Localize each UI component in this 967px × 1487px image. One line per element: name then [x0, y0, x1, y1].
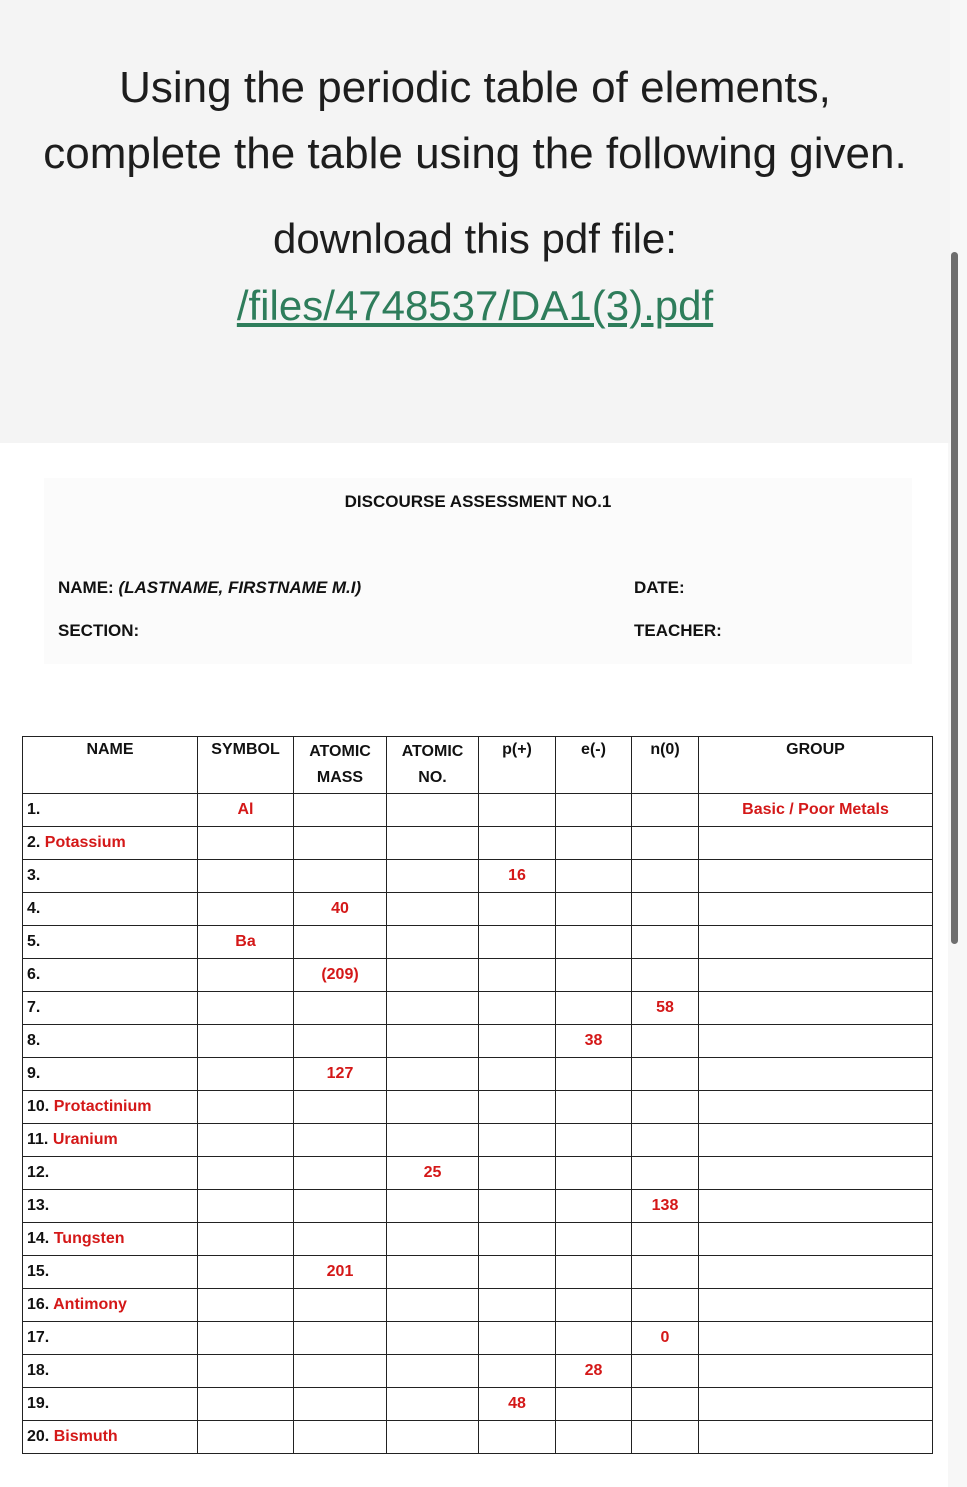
row-number: 14. [27, 1230, 50, 1247]
document-title: DISCOURSE ASSESSMENT NO.1 [344, 492, 612, 511]
symbol-cell[interactable] [198, 1355, 294, 1388]
atomic-mass-cell[interactable] [294, 992, 387, 1025]
name-cell[interactable] [23, 959, 198, 992]
neutrons-cell[interactable]: 58 [632, 992, 699, 1025]
table-row [23, 992, 933, 1025]
atomic-mass-cell[interactable]: (209) [294, 959, 387, 992]
name-cell[interactable] [23, 1256, 198, 1289]
header-symbol: SYMBOL [198, 737, 294, 794]
atomic-number-cell[interactable] [387, 1388, 479, 1421]
group-cell[interactable] [699, 1421, 933, 1454]
neutrons-cell[interactable] [632, 1025, 699, 1058]
group-cell[interactable] [699, 827, 933, 860]
row-number: 6. [27, 966, 41, 983]
prompt-line-2: complete the table using the following given. [43, 129, 907, 178]
group-cell[interactable]: Basic / Poor Metals [699, 794, 933, 827]
electrons-cell[interactable] [556, 893, 632, 926]
row-number: 8. [27, 1032, 41, 1049]
table-row [23, 1223, 933, 1256]
symbol-cell[interactable] [198, 1124, 294, 1157]
elements-table [22, 736, 933, 1454]
group-cell[interactable] [699, 926, 933, 959]
row-number: 20. [27, 1428, 50, 1445]
protons-cell[interactable] [479, 959, 556, 992]
group-cell[interactable] [699, 1355, 933, 1388]
neutrons-cell[interactable] [632, 1256, 699, 1289]
group-cell[interactable] [699, 860, 933, 893]
atomic-number-cell[interactable] [387, 1322, 479, 1355]
atomic-mass-cell[interactable] [294, 827, 387, 860]
atomic-number-cell[interactable] [387, 860, 479, 893]
atomic-mass-cell[interactable] [294, 1289, 387, 1322]
protons-cell[interactable] [479, 1256, 556, 1289]
name-cell[interactable] [23, 1124, 198, 1157]
electrons-cell[interactable] [556, 926, 632, 959]
protons-cell[interactable] [479, 1223, 556, 1256]
scrollbar-thumb[interactable] [951, 252, 958, 944]
atomic-mass-cell[interactable] [294, 1421, 387, 1454]
neutrons-cell[interactable] [632, 1289, 699, 1322]
neutrons-cell[interactable] [632, 827, 699, 860]
symbol-cell[interactable] [198, 959, 294, 992]
row-number: 12. [27, 1164, 50, 1181]
atomic-mass-cell[interactable] [294, 860, 387, 893]
electrons-cell[interactable] [556, 860, 632, 893]
protons-cell[interactable] [479, 1157, 556, 1190]
row-number: 18. [27, 1362, 50, 1379]
protons-cell[interactable] [479, 1091, 556, 1124]
symbol-cell[interactable] [198, 1388, 294, 1421]
neutrons-cell[interactable] [632, 1124, 699, 1157]
protons-cell[interactable] [479, 1025, 556, 1058]
neutrons-cell[interactable] [632, 1223, 699, 1256]
row-number: 2. [27, 834, 41, 851]
name-hint: (LASTNAME, FIRSTNAME M.I) [118, 578, 362, 597]
atomic-mass-cell[interactable] [294, 1025, 387, 1058]
electrons-cell[interactable] [556, 1388, 632, 1421]
group-cell[interactable] [699, 1289, 933, 1322]
document-header [44, 478, 912, 664]
name-cell[interactable] [23, 992, 198, 1025]
element-name: Potassium [44, 834, 126, 851]
neutrons-cell[interactable] [632, 959, 699, 992]
protons-cell[interactable]: 16 [479, 860, 556, 893]
table-row [23, 893, 933, 926]
atomic-mass-cell[interactable]: 127 [294, 1058, 387, 1091]
header-electrons: e(-) [556, 737, 632, 794]
symbol-cell[interactable]: Al [198, 794, 294, 827]
name-cell[interactable] [23, 860, 198, 893]
protons-cell[interactable] [479, 1421, 556, 1454]
element-name: Antimony [53, 1296, 127, 1313]
header-neutrons: n(0) [632, 737, 699, 794]
protons-cell[interactable] [479, 1124, 556, 1157]
name-cell[interactable] [23, 1025, 198, 1058]
name-cell[interactable] [23, 1289, 198, 1322]
group-cell[interactable] [699, 1322, 933, 1355]
symbol-cell[interactable] [198, 1421, 294, 1454]
table-row [23, 1388, 933, 1421]
atomic-number-cell[interactable] [387, 992, 479, 1025]
protons-cell[interactable] [479, 926, 556, 959]
header-protons: p(+) [479, 737, 556, 794]
table-row [23, 1355, 933, 1388]
name-cell[interactable] [23, 1223, 198, 1256]
atomic-number-cell[interactable] [387, 1025, 479, 1058]
electrons-cell[interactable] [556, 1124, 632, 1157]
row-number: 9. [27, 1065, 41, 1082]
table-row [23, 860, 933, 893]
protons-cell[interactable] [479, 893, 556, 926]
atomic-number-cell[interactable] [387, 1124, 479, 1157]
atomic-number-cell[interactable] [387, 926, 479, 959]
electrons-cell[interactable] [556, 1157, 632, 1190]
name-cell[interactable] [23, 1190, 198, 1223]
atomic-number-cell[interactable] [387, 959, 479, 992]
atomic-mass-cell[interactable]: 40 [294, 893, 387, 926]
symbol-cell[interactable] [198, 992, 294, 1025]
neutrons-cell[interactable] [632, 794, 699, 827]
group-cell[interactable] [699, 1091, 933, 1124]
atomic-number-cell[interactable] [387, 1289, 479, 1322]
electrons-cell[interactable] [556, 1322, 632, 1355]
atomic-mass-cell[interactable] [294, 1124, 387, 1157]
row-number: 13. [27, 1197, 50, 1214]
group-cell[interactable] [699, 1190, 933, 1223]
name-cell[interactable] [23, 1388, 198, 1421]
atomic-mass-cell[interactable] [294, 1223, 387, 1256]
electrons-cell[interactable] [556, 1058, 632, 1091]
atomic-number-cell[interactable] [387, 1355, 479, 1388]
electrons-cell[interactable] [556, 1289, 632, 1322]
symbol-cell[interactable] [198, 827, 294, 860]
group-cell[interactable] [699, 1124, 933, 1157]
electrons-cell[interactable] [556, 1256, 632, 1289]
symbol-cell[interactable] [198, 1157, 294, 1190]
atomic-mass-cell[interactable]: 201 [294, 1256, 387, 1289]
row-number: 5. [27, 933, 41, 950]
table-header-row [23, 737, 933, 794]
atomic-mass-cell[interactable] [294, 1322, 387, 1355]
row-number: 10. [27, 1098, 50, 1115]
electrons-cell[interactable]: 28 [556, 1355, 632, 1388]
atomic-mass-cell[interactable] [294, 1388, 387, 1421]
element-name: Bismuth [53, 1428, 118, 1445]
symbol-cell[interactable] [198, 893, 294, 926]
date-label: DATE: [634, 578, 685, 597]
atomic-number-cell[interactable] [387, 893, 479, 926]
protons-cell[interactable] [479, 992, 556, 1025]
table-row [23, 1322, 933, 1355]
atomic-number-cell[interactable] [387, 1256, 479, 1289]
table-row [23, 794, 933, 827]
protons-cell[interactable] [479, 1322, 556, 1355]
electrons-cell[interactable] [556, 1223, 632, 1256]
atomic-number-cell[interactable] [387, 827, 479, 860]
name-cell[interactable] [23, 1058, 198, 1091]
symbol-cell[interactable]: Ba [198, 926, 294, 959]
electrons-cell[interactable] [556, 959, 632, 992]
table-row [23, 926, 933, 959]
symbol-cell[interactable] [198, 1091, 294, 1124]
row-number: 15. [27, 1263, 50, 1280]
element-name: Uranium [52, 1131, 118, 1148]
group-cell[interactable] [699, 992, 933, 1025]
header-atomic-number: ATOMIC NO. [387, 737, 479, 794]
row-number: 7. [27, 999, 41, 1016]
symbol-cell[interactable] [198, 1223, 294, 1256]
electrons-cell[interactable]: 38 [556, 1025, 632, 1058]
neutrons-cell[interactable] [632, 893, 699, 926]
row-number: 17. [27, 1329, 50, 1346]
neutrons-cell[interactable] [632, 1091, 699, 1124]
group-cell[interactable] [699, 1058, 933, 1091]
symbol-cell[interactable] [198, 1322, 294, 1355]
neutrons-cell[interactable] [632, 860, 699, 893]
neutrons-cell[interactable] [632, 1421, 699, 1454]
electrons-cell[interactable] [556, 1190, 632, 1223]
electrons-cell[interactable] [556, 992, 632, 1025]
atomic-mass-cell[interactable] [294, 1355, 387, 1388]
electrons-cell[interactable] [556, 1091, 632, 1124]
symbol-cell[interactable] [198, 1190, 294, 1223]
atomic-number-cell[interactable] [387, 1058, 479, 1091]
group-cell[interactable] [699, 959, 933, 992]
name-cell[interactable] [23, 1322, 198, 1355]
atomic-mass-cell[interactable] [294, 1190, 387, 1223]
name-cell[interactable] [23, 1421, 198, 1454]
atomic-mass-cell[interactable] [294, 794, 387, 827]
prompt-text [0, 55, 950, 187]
neutrons-cell[interactable] [632, 1157, 699, 1190]
table-row [23, 959, 933, 992]
row-number: 19. [27, 1395, 50, 1412]
row-number: 16. [27, 1296, 50, 1313]
name-cell[interactable] [23, 893, 198, 926]
symbol-cell[interactable] [198, 1058, 294, 1091]
element-name: Protactinium [53, 1098, 152, 1115]
question-prompt [0, 0, 950, 443]
atomic-number-cell[interactable] [387, 1091, 479, 1124]
group-cell[interactable] [699, 1157, 933, 1190]
group-cell[interactable] [699, 1223, 933, 1256]
pdf-file-link[interactable]: /files/4748537/DA1(3).pdf [236, 282, 714, 329]
name-label: NAME: [58, 578, 114, 597]
symbol-cell[interactable] [198, 1256, 294, 1289]
header-name: NAME [23, 737, 198, 794]
atomic-mass-cell[interactable] [294, 1157, 387, 1190]
name-field [58, 578, 361, 598]
header-group: GROUP [699, 737, 933, 794]
atomic-mass-cell[interactable] [294, 1091, 387, 1124]
table-row [23, 1157, 933, 1190]
group-cell[interactable] [699, 893, 933, 926]
element-name: Tungsten [53, 1230, 125, 1247]
name-cell[interactable] [23, 794, 198, 827]
group-cell[interactable] [699, 1256, 933, 1289]
protons-cell[interactable] [479, 1190, 556, 1223]
name-cell[interactable] [23, 1157, 198, 1190]
header-atomic-mass: ATOMIC MASS [294, 737, 387, 794]
neutrons-cell[interactable] [632, 926, 699, 959]
protons-cell[interactable] [479, 827, 556, 860]
table-row [23, 1058, 933, 1091]
name-cell[interactable] [23, 1091, 198, 1124]
atomic-number-cell[interactable] [387, 1223, 479, 1256]
name-cell[interactable] [23, 827, 198, 860]
group-cell[interactable] [699, 1388, 933, 1421]
symbol-cell[interactable] [198, 1025, 294, 1058]
atomic-number-cell[interactable] [387, 1421, 479, 1454]
row-number: 1. [27, 801, 41, 818]
electrons-cell[interactable] [556, 794, 632, 827]
atomic-number-cell[interactable] [387, 1190, 479, 1223]
row-number: 11. [27, 1131, 49, 1148]
row-number: 3. [27, 867, 41, 884]
atomic-mass-cell[interactable] [294, 926, 387, 959]
table-row [23, 1091, 933, 1124]
protons-cell[interactable] [479, 1289, 556, 1322]
atomic-number-cell[interactable]: 25 [387, 1157, 479, 1190]
table-row [23, 1256, 933, 1289]
protons-cell[interactable] [479, 794, 556, 827]
table-row [23, 1124, 933, 1157]
neutrons-cell[interactable]: 0 [632, 1322, 699, 1355]
neutrons-cell[interactable]: 138 [632, 1190, 699, 1223]
protons-cell[interactable]: 48 [479, 1388, 556, 1421]
symbol-cell[interactable] [198, 1289, 294, 1322]
group-cell[interactable] [699, 1025, 933, 1058]
table-row [23, 1190, 933, 1223]
section-label: SECTION: [58, 621, 140, 640]
table-row [23, 1289, 933, 1322]
neutrons-cell[interactable] [632, 1355, 699, 1388]
table-row [23, 1025, 933, 1058]
table-row [23, 1421, 933, 1454]
row-number: 4. [27, 900, 41, 917]
prompt-line-1: Using the periodic table of elements, [119, 63, 831, 112]
protons-cell[interactable] [479, 1355, 556, 1388]
protons-cell[interactable] [479, 1058, 556, 1091]
name-cell[interactable] [23, 1355, 198, 1388]
electrons-cell[interactable] [556, 827, 632, 860]
electrons-cell[interactable] [556, 1421, 632, 1454]
table-row [23, 827, 933, 860]
download-label: download this pdf file: [273, 215, 677, 262]
name-cell[interactable] [23, 926, 198, 959]
atomic-number-cell[interactable] [387, 794, 479, 827]
neutrons-cell[interactable] [632, 1058, 699, 1091]
symbol-cell[interactable] [198, 860, 294, 893]
neutrons-cell[interactable] [632, 1388, 699, 1421]
teacher-label: TEACHER: [634, 621, 722, 640]
